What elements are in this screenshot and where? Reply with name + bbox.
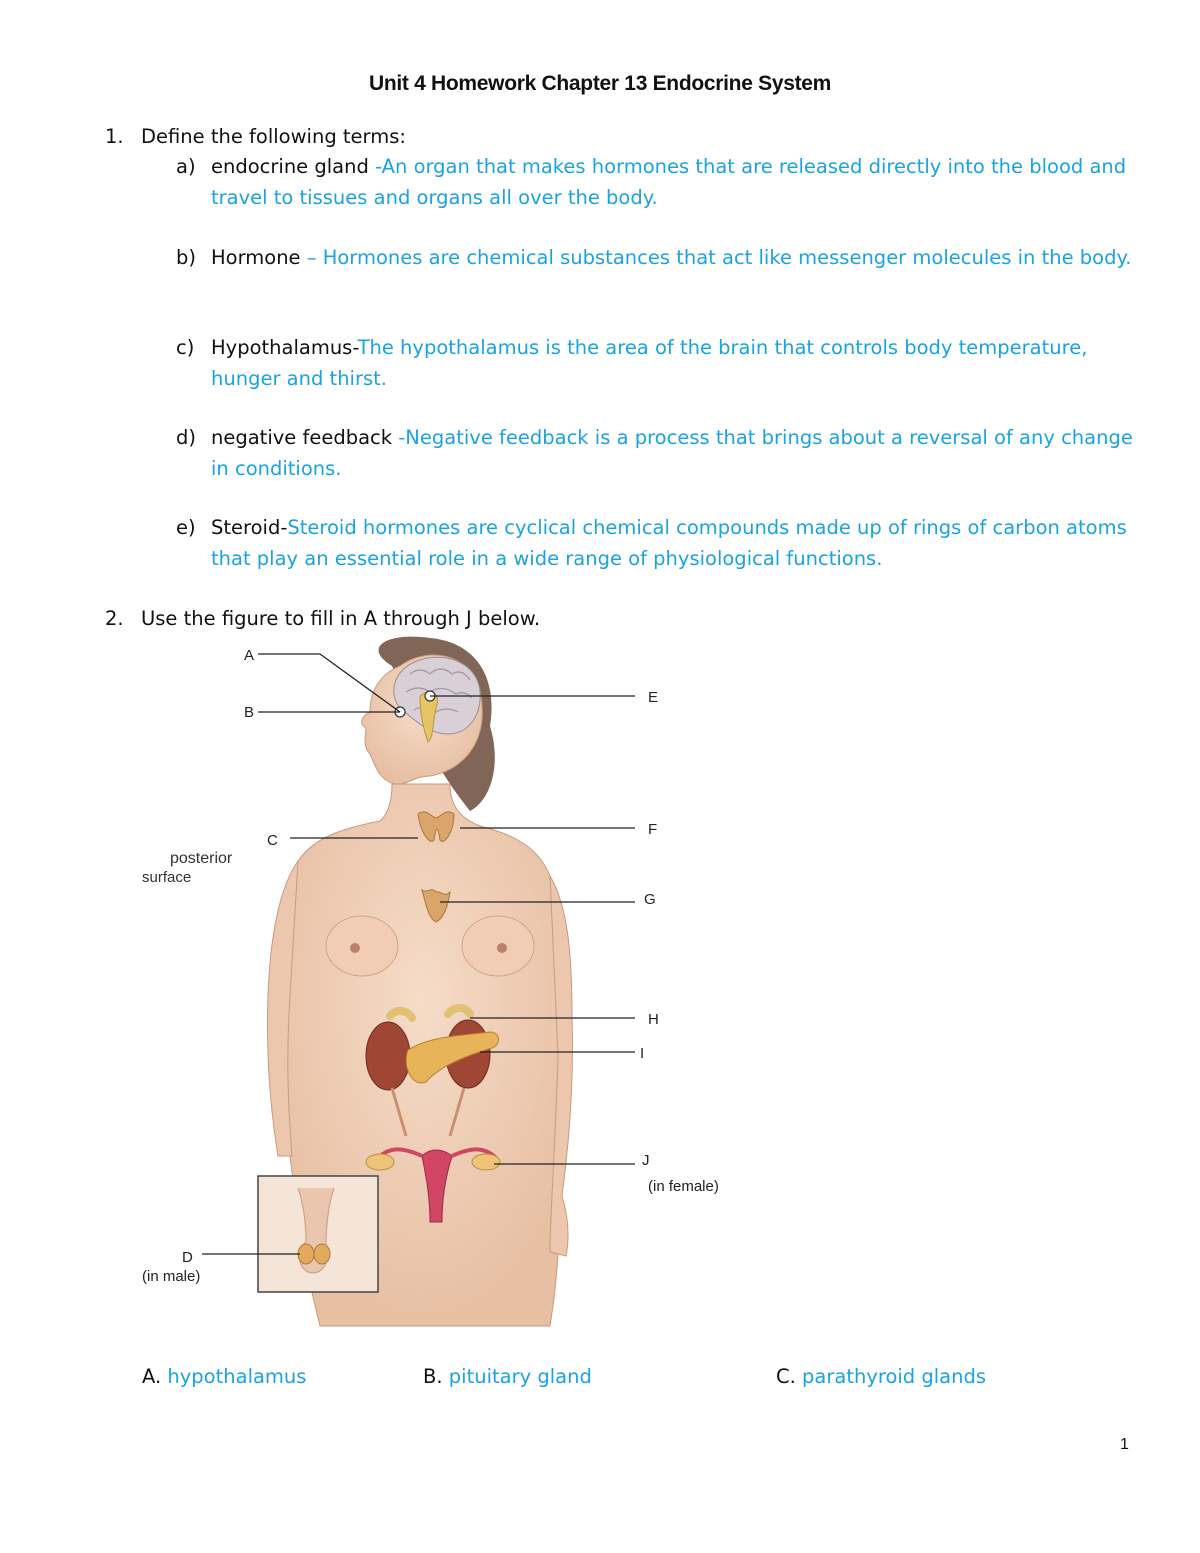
item-letter: d) <box>176 426 196 449</box>
answer-text: The hypothalamus is the area of the brain that controls body temperature, hunger and thirst. <box>211 336 1088 390</box>
definition-item <box>176 512 1136 574</box>
label-a: A <box>244 647 255 664</box>
question-text: Define the following terms: <box>141 125 406 148</box>
answer-text: -An organ that makes hormones that are released directly into the blood and travel to tissues and organs all over the body. <box>211 155 1127 209</box>
answer-text: -Negative feedback is a process that brings about a reversal of any change in conditions. <box>211 426 1133 480</box>
label-g: G <box>644 891 656 908</box>
definition-item <box>176 332 1136 394</box>
label-e: E <box>648 689 659 706</box>
term: endocrine gland <box>211 155 376 178</box>
answer-c <box>776 1362 986 1392</box>
question-text: Use the figure to fill in A through J below. <box>141 607 541 630</box>
item-letter: c) <box>176 336 195 359</box>
label-h: H <box>648 1011 659 1028</box>
endocrine-figure <box>130 636 770 1336</box>
label-j: J <box>642 1152 650 1169</box>
item-letter: e) <box>176 516 196 539</box>
question-number: 1. <box>105 125 124 148</box>
answer-value: pituitary gland <box>448 1365 592 1388</box>
answer-letter: B. <box>423 1365 443 1388</box>
answer-value: parathyroid glands <box>802 1365 987 1388</box>
label-d: D <box>182 1249 193 1266</box>
term: Steroid- <box>211 516 288 539</box>
question-number: 2. <box>105 607 124 630</box>
label-b: B <box>244 704 255 721</box>
page-title: Unit 4 Homework Chapter 13 Endocrine System <box>368 72 832 95</box>
in-male-label: (in male) <box>142 1268 201 1285</box>
answer-letter: A. <box>142 1365 162 1388</box>
answer-a <box>142 1362 306 1392</box>
answer-value: hypothalamus <box>167 1365 307 1388</box>
item-letter: b) <box>176 246 196 269</box>
answer-text: – Hormones are chemical substances that act like messenger molecules in the body. <box>306 246 1132 269</box>
label-i: I <box>640 1045 645 1062</box>
item-letter: a) <box>176 155 196 178</box>
label-c: C <box>267 832 278 849</box>
answer-text: Steroid hormones are cyclical chemical compounds made up of rings of carbon atoms that play an essential role in a wide range of physiological functions. <box>211 516 1127 570</box>
label-f: F <box>648 821 658 838</box>
page-number: 1 <box>1120 1436 1129 1453</box>
definition-item <box>176 422 1136 484</box>
surface-label: surface <box>142 869 192 886</box>
answer-b <box>423 1362 592 1392</box>
definition-item <box>176 242 1136 273</box>
posterior-label: posterior <box>170 850 233 867</box>
in-female-label: (in female) <box>648 1178 719 1195</box>
term: Hypothalamus- <box>211 336 358 359</box>
term: Hormone <box>211 246 307 269</box>
answer-letter: C. <box>776 1365 796 1388</box>
term: negative feedback <box>211 426 399 449</box>
definition-item <box>176 151 1136 213</box>
